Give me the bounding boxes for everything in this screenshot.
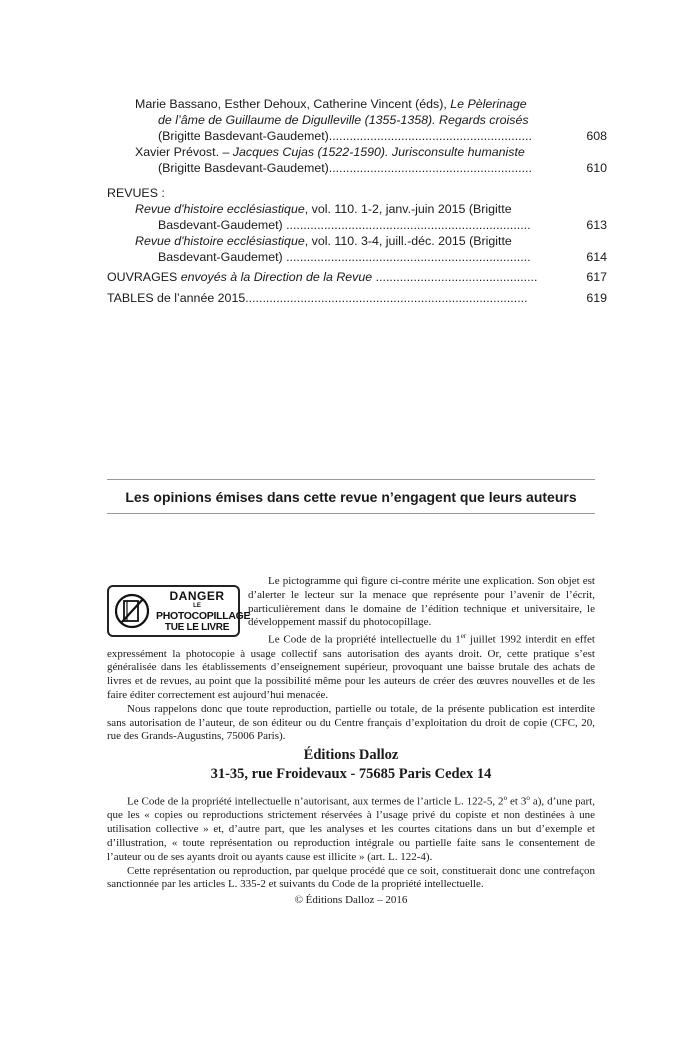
toc-leader-dots: ........................................................... <box>328 161 532 175</box>
toc-entry-title: Revue d'histoire ecclésiastique <box>135 234 305 248</box>
superscript: o <box>526 794 530 802</box>
toc-entry-revue-2 <box>107 233 607 265</box>
warning-paragraph-1: Le pictogramme qui figure ci-contre mérite une explication. Son objet est d’alerter le lecteur sur la menace que représente pour l’avenir de l’écrit, particulièrement dans le domaine de l’édition technique et universitaire, le développement massif du photocopillage. <box>248 575 595 629</box>
law-p1-mid: et 3 <box>507 795 527 808</box>
danger-word-le: LE <box>193 603 201 609</box>
warning-p2-start: Le Code de la propriété intellectuelle du 1 <box>268 633 461 646</box>
toc-page-number: 610 <box>586 161 607 175</box>
warning-paragraph-3: Nous rappelons donc que toute reproduction, partielle ou totale, de la présente publication est interdite sans autorisation de l’auteur, de son éditeur ou du Centre français d’exploitation du droit de copie (CFC, 20, rue des Grands-Augustins, 75006 Paris). <box>107 702 595 743</box>
law-p1-start: Le Code de la propriété intellectuelle n’autorisant, aux termes de l’article L. 122-5, 2 <box>127 795 504 808</box>
toc-section-revues <box>107 185 607 201</box>
toc-entry-ouvrages <box>107 269 607 285</box>
toc-leader-dots: ............................................... <box>372 270 538 284</box>
book-icon <box>115 593 149 629</box>
toc-page-number: 614 <box>586 250 607 264</box>
superscript: er <box>460 632 467 641</box>
toc-leader-dots: ........................................................... <box>328 129 532 143</box>
opinions-notice <box>107 479 595 514</box>
toc-page-number: 617 <box>586 270 607 284</box>
toc-section-heading: TABLES de l’année 2015 <box>107 291 246 305</box>
toc-entry-title: Revue d'histoire ecclésiastique <box>135 202 305 216</box>
copyright-line: © Éditions Dalloz – 2016 <box>294 894 408 906</box>
toc-entry-revue-1 <box>107 201 607 233</box>
toc-entry-title: Le Pèlerinage <box>450 97 527 111</box>
toc-leader-dots: ....................................................................... <box>286 250 531 264</box>
toc-entry-title: envoyés à la Direction de la Revue <box>180 270 373 284</box>
notice-rule-bottom <box>107 513 595 514</box>
toc-page-number: 619 <box>586 291 607 305</box>
law-p1-rest: a), d’une part, que les « copies ou reproductions strictement réservées à l’usage privé du copiste et non destinées à une utilisation collective » et, d’autre part, que les analyses et les courtes citations dans un but d’exemple et d’illustration, « toute représentation ou reproduction intégrale ou partielle faite sans le consentement de l’auteur ou de ses ayants droit ou ayants cause est illicite » (art. L. 122-4). <box>107 795 595 863</box>
superscript: o <box>503 794 508 802</box>
table-of-contents <box>107 96 607 306</box>
toc-entry-details: , vol. 110. 1-2, janv.-juin 2015 (Brigitte <box>304 202 512 216</box>
warning-p2-rest: juillet 1992 interdit en effet expressément la photocopie à usage collectif sans autorisation des ayants droit. Or, cette pratique s’est généralisée dans les établissements d’enseignement supérieur, provoquant une baisse brutale des achats de livres et de revues, au point que la possibilité même pour les auteurs de créer des œuvres nouvelles et de les faire éditer correctement est aujourd’hui menacée. <box>107 633 595 702</box>
publisher-block <box>107 746 595 784</box>
copyright-law-notice <box>107 792 595 892</box>
toc-section-heading: OUVRAGES <box>107 270 181 284</box>
toc-entry-reviewer: Basdevant-Gaudemet) <box>158 218 287 232</box>
publisher-address: 31-35, rue Froidevaux - 75685 Paris Cedex 14 <box>210 766 492 782</box>
toc-entry-reviewer: (Brigitte Basdevant-Gaudemet) <box>158 129 329 143</box>
law-paragraph-2: Cette représentation ou reproduction, par quelque procédé que ce soit, constituerait donc une contrefaçon sanctionnée par les articles L. 335-2 et suivants du Code de la propriété intellectuelle. <box>107 864 595 891</box>
danger-word-tue-le-livre: TUE LE LIVRE <box>164 622 230 633</box>
danger-word-photocopillage: PHOTOCOPILLAGE <box>156 610 251 622</box>
toc-entry-title-cont: de l’âme de Guillaume de Digulleville (1355-1358). Regards croisés <box>158 113 529 127</box>
danger-photocopillage-logo <box>107 585 251 637</box>
publisher-name: Éditions Dalloz <box>303 747 399 763</box>
toc-page-number: 613 <box>586 218 607 232</box>
toc-entry-bassano <box>107 96 607 144</box>
toc-entry-tables <box>107 290 607 306</box>
toc-entry-title: Jacques Cujas (1522-1590). Jurisconsulte humaniste <box>232 145 525 159</box>
toc-leader-dots: ....................................................................... <box>286 218 531 232</box>
toc-entry-prevost <box>107 144 607 176</box>
toc-page-number: 608 <box>586 129 607 143</box>
toc-leader-dots: .................................................................................. <box>245 291 528 305</box>
photocopy-warning <box>107 575 595 744</box>
toc-entry-reviewer: (Brigitte Basdevant-Gaudemet) <box>158 161 329 175</box>
toc-entry-reviewer: Basdevant-Gaudemet) <box>158 250 287 264</box>
danger-word: DANGER <box>169 589 225 603</box>
law-paragraph-1 <box>107 792 595 865</box>
notice-text: Les opinions émises dans cette revue n’engagent que leurs auteurs <box>125 489 577 505</box>
toc-section-heading: REVUES : <box>107 186 165 200</box>
warning-paragraph-2 <box>107 630 595 703</box>
toc-entry-author: Xavier Prévost. – <box>135 145 233 159</box>
toc-entry-authors: Marie Bassano, Esther Dehoux, Catherine Vincent (éds), <box>135 97 451 111</box>
toc-entry-details: , vol. 110. 3-4, juill.-déc. 2015 (Brigitte <box>304 234 512 248</box>
